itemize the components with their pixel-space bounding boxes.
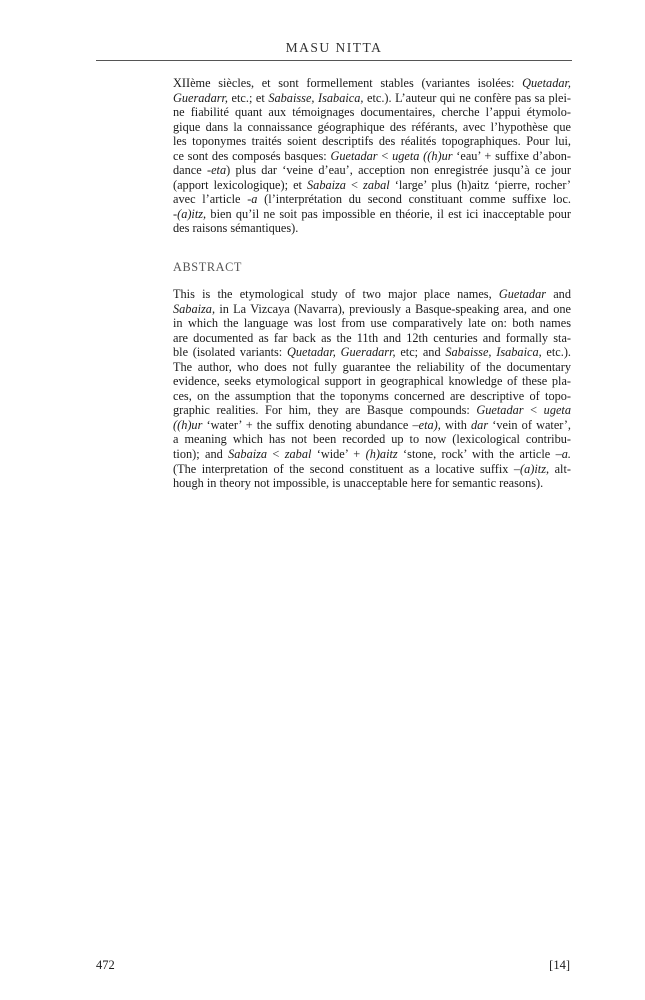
- text-line: Gueradarr, etc.; et Sabaisse, Isabaica, etc.). L’auteur qui ne confère pas sa plei-: [173, 90, 571, 105]
- text-line: This is the etymological study of two major place names, Guetadar and: [173, 287, 571, 301]
- page-number: 472: [96, 958, 115, 972]
- text-line: (The interpretation of the second constituent as a locative suffix –(a)itz, alt-: [173, 461, 571, 476]
- abstract-heading: ABSTRACT: [173, 260, 243, 274]
- folio-number: [14]: [549, 958, 570, 972]
- text-line: ne fiabilité quant aux témoignages documentaires, cherche l’appui étymolo-: [173, 105, 571, 120]
- text-line: XIIème siècles, et sont formellement stables (variantes isolées: Quetadar,: [173, 76, 571, 90]
- text-line: ble (isolated variants: Quetadar, Gueradarr, etc; and Sabaisse, Isabaica, etc.).: [173, 345, 572, 360]
- text-line: are documented as far back as the 11th and 12th centuries and formally sta-: [173, 330, 571, 345]
- text-line: ce sont des composés basques: Guetadar < ugeta ((h)ur ‘eau’ + suffixe d’abon-: [173, 148, 571, 163]
- text-line: a meaning which has not been recorded up to now (lexicological contribu-: [173, 432, 571, 447]
- text-line: The author, who does not fully guarantee the reliability of the documentary: [173, 359, 571, 374]
- text-line: evidence, seeks etymological support in geographical knowledge of these pla-: [173, 374, 571, 389]
- text-line: in which the language was lost from use comparatively late on: both names: [173, 316, 571, 331]
- running-head-title: MASU NITTA: [285, 40, 383, 55]
- text-line: ((h)ur ‘water’ + the suffix denoting abundance –eta), with dar ‘vein of water’,: [173, 417, 572, 432]
- text-line: -(a)itz, bien qu’il ne soit pas impossible en théorie, il est ici inacceptable pour: [173, 206, 571, 221]
- text-line: Sabaiza, in La Vizcaya (Navarra), previously a Basque-speaking area, and one: [173, 301, 571, 316]
- header-rule: [96, 60, 572, 61]
- text-line: hough in theory not impossible, is unacceptable here for semantic reasons).: [173, 476, 544, 491]
- text-line: dance -eta) plus dar ‘veine d’eau’, acception non enregistrée jusqu’à ce jour: [173, 163, 572, 178]
- text-line: les toponymes traités soient descriptifs des réalités topographiques. Pour lui,: [173, 134, 571, 149]
- text-line: gique dans la connaissance géographique des référants, avec l’hypothèse que: [173, 119, 571, 134]
- text-line: ces, on the assumption that the toponyms concerned are descriptive of topo-: [173, 388, 571, 403]
- abstract-en-paragraph: [173, 287, 571, 491]
- resume-fr-paragraph: [173, 76, 571, 236]
- text-line: avec l’article -a (l’interprétation du second constituant comme suffixe loc.: [173, 192, 571, 207]
- text-line: des raisons sémantiques).: [173, 221, 299, 236]
- text-line: graphic realities. For him, they are Basque compounds: Guetadar < ugeta: [173, 403, 571, 418]
- text-line: tion); and Sabaiza < zabal ‘wide’ + (h)aitz ‘stone, rock’ with the article –a.: [173, 447, 571, 462]
- text-line: (apport lexicologique); et Sabaiza < zabal ‘large’ plus (h)aitz ‘pierre, rocher’: [173, 177, 571, 192]
